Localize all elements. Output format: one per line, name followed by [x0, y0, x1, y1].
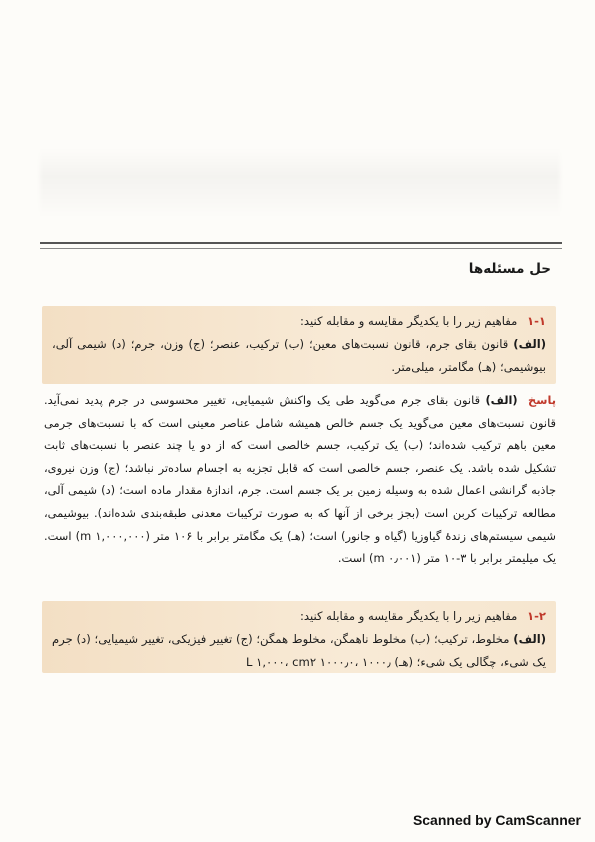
- problem-1-body: قانون بقای جرم، قانون نسبت‌های معین؛ (ب) ترکیب، عنصر؛ (ج) وزن، جرم؛ (د) شیمی آلی، بیوشیمی؛ (هـ) مگامتر، میلی‌متر.: [52, 337, 546, 374]
- problem-2-prompt: مفاهیم زیر را با یکدیگر مقایسه و مقابله کنید:: [299, 609, 518, 623]
- section-rule-thick: [40, 242, 562, 244]
- problem-1-number: ۱-۱: [527, 314, 546, 328]
- problem-1-body-line: [52, 333, 546, 379]
- problem-2-body-line: [52, 628, 546, 674]
- section-rule-thin: [40, 248, 562, 249]
- problem-2-body: مخلوط، ترکیب؛ (ب) مخلوط ناهمگن، مخلوط همگن؛ (ج) تغییر فیزیکی، تغییر شیمیایی؛ (د) جرم یک شیء، چگالی یک شیء؛ (هـ) L ۱,۰۰۰، cm۲ ۱۰۰۰٫۰، ۱۰۰۰٫: [52, 632, 546, 669]
- problem-1-body-label: (الف): [513, 337, 547, 351]
- camscanner-watermark: Scanned by CamScanner: [412, 812, 581, 828]
- problem-1-box: [42, 306, 556, 384]
- section-title: حل مسئله‌ها: [468, 261, 551, 277]
- problem-2-prompt-line: [52, 605, 546, 628]
- problem-2-body-label: (الف): [513, 632, 547, 646]
- problem-1-prompt: مفاهیم زیر را با یکدیگر مقایسه و مقابله کنید:: [299, 314, 518, 328]
- answer-1: [44, 389, 556, 570]
- bleed-through-smudge: [40, 148, 560, 218]
- answer-text: قانون بقای جرم می‌گوید طی یک واکنش شیمیایی، تغییر محسوسی در جرم پدید نمی‌آید. قانون نسبت‌های معین می‌گوید یک جسم خالص همیشه شامل عناصر معینی است که با نسبت‌های جرمی معین باهم ترکیب شده‌اند؛ (ب) یک ترکیب، جسم خالصی است که از دو یا چند عنصر با نسبت‌های ثابت تشکیل شده باشد. یک عنصر، جسم خالصی است که قابل تجزیه به اجسام ساده‌تر نباشد؛ (ج) وزن نیروی، جاذبه گرانشی اعمال شده به وسیله زمین بر یک جسم است. جرم، اندازهٔ مقدار ماده است؛ (د) شیمی آلی، مطالعه ترکیبات کربن است (بجز برخی از آنها که به صورت ترکیبات معدنی طبقه‌بندی شده‌اند). بیوشیمی، شیمی سیستم‌های زندهٔ گیاوزیا (گیاه و جانور) است؛ (هـ) یک مگامتر برابر با ۱۰۶ متر (m ۱,۰۰۰,۰۰۰) است. یک میلیمتر برابر با ۳-۱۰ متر (m ۰٫۰۰۱) است.: [44, 393, 556, 566]
- problem-2-box: [42, 601, 556, 673]
- answer-first-label: (الف): [485, 393, 518, 407]
- problem-1-prompt-line: [52, 310, 546, 333]
- problem-2-number: ۱-۲: [527, 609, 546, 623]
- answer-label: پاسخ: [528, 393, 557, 407]
